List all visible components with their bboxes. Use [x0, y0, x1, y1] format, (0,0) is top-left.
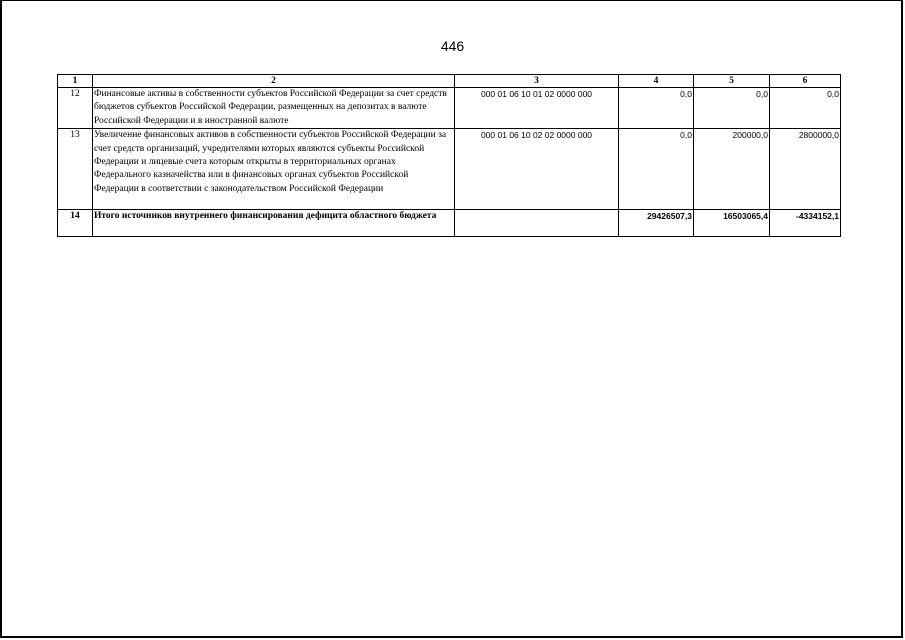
budget-sources-table: [57, 74, 841, 237]
row-name: Финансовые активы в собственности субъектов Российской Федерации за счет средств бюджетов субъектов Российской Федерации, размещенных на депозитах в валюте Российской Федерации и в иностранной валюте: [93, 88, 455, 129]
table-row: [58, 88, 841, 129]
column-header: 3: [455, 75, 619, 88]
column-header: 5: [694, 75, 770, 88]
row-number: 12: [58, 88, 93, 129]
table-header-row: [58, 75, 841, 88]
row-value-col4: 29426507,3: [619, 210, 694, 237]
row-value-col6: -4334152,1: [770, 210, 841, 237]
row-code: [455, 210, 619, 237]
row-code: 000 01 06 10 02 02 0000 000: [455, 129, 619, 210]
row-value-col4: 0,0: [619, 88, 694, 129]
row-value-col6: 0,0: [770, 88, 841, 129]
row-name: Итого источников внутреннего финансирования дефицита областного бюджета: [93, 210, 455, 237]
page-number: 446: [440, 38, 465, 54]
row-value-col6: 2800000,0: [770, 129, 841, 210]
row-value-col5: 200000,0: [694, 129, 770, 210]
row-number: 13: [58, 129, 93, 210]
column-header: 4: [619, 75, 694, 88]
table-row: [58, 129, 841, 210]
row-value-col5: 0,0: [694, 88, 770, 129]
row-value-col4: 0,0: [619, 129, 694, 210]
row-code: 000 01 06 10 01 02 0000 000: [455, 88, 619, 129]
column-header: 1: [58, 75, 93, 88]
column-header: 6: [770, 75, 841, 88]
table-total-row: [58, 210, 841, 237]
row-name: Увеличение финансовых активов в собственности субъектов Российской Федерации за счет средств организаций, учредителями которых являются субъекты Российской Федерации и лицевые счета которым открыты в территориальных органах Федерального казначейства или в финансовых органах субъектов Российской Федерации в соответствии с законодательством Российской Федерации: [93, 129, 455, 210]
column-header: 2: [93, 75, 455, 88]
row-value-col5: 16503065,4: [694, 210, 770, 237]
row-number: 14: [58, 210, 93, 237]
